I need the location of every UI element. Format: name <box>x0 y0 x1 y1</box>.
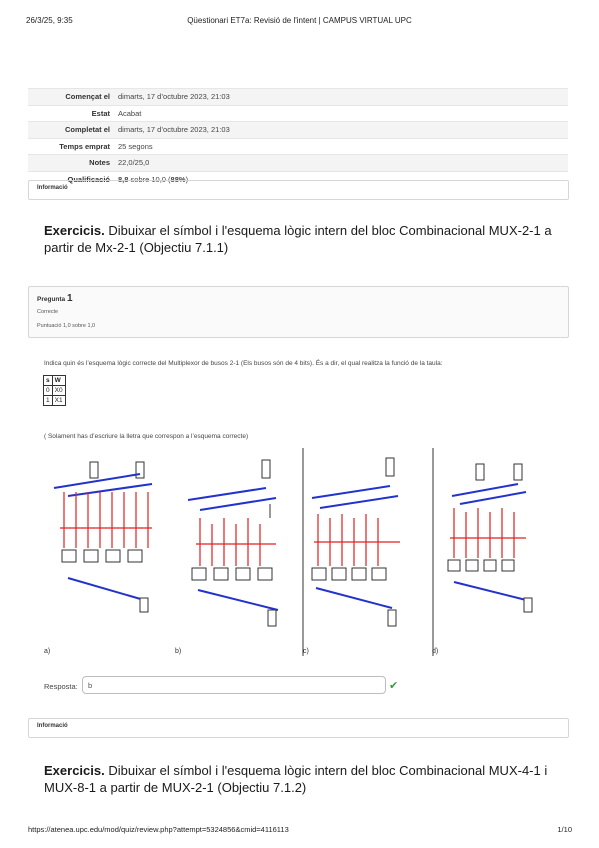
question-points: Puntuació 1,0 sobre 1,0 <box>37 323 96 329</box>
circuit-b <box>188 460 278 626</box>
summary-row-time-taken: Temps emprat 25 segons <box>28 138 568 155</box>
summary-row-started: Començat el dimarts, 17 d’octubre 2023, 21:03 <box>28 88 568 105</box>
information-box-2: Informació <box>28 718 569 738</box>
check-icon: ✔ <box>389 680 399 692</box>
truth-table: s W 0 X0 1 X1 <box>43 375 66 406</box>
answer-input[interactable] <box>82 676 386 694</box>
circuit-a <box>54 462 152 612</box>
circuit-d <box>448 464 532 612</box>
question-info-box: Pregunta 1 Correcte Puntuació 1,0 sobre 1,0 <box>28 286 569 338</box>
circuit-c <box>312 458 400 626</box>
answer-label: Resposta: <box>44 682 78 691</box>
print-datetime: 26/3/25, 9:35 <box>26 16 73 25</box>
print-page-title: Qüestionari ET7a: Revisió de l'intent | CAMPUS VIRTUAL UPC <box>187 16 412 25</box>
option-b-label: b) <box>175 648 182 655</box>
summary-row-completed: Completat el dimarts, 17 d’octubre 2023, 21:03 <box>28 121 568 138</box>
question-status: Correcte <box>37 309 59 315</box>
exercise-heading-2: Exercicis. Dibuixar el símbol i l'esquema lògic intern del bloc Combinacional MUX-4-1 i MUX-8-1 a partir de MUX-2-1 (Objectiu 7.1.2) <box>44 763 548 795</box>
circuit-diagrams <box>40 448 550 658</box>
summary-row-grade: Qualificació 8,8 sobre 10,0 (88%) <box>28 171 568 188</box>
summary-row-marks: Notes 22,0/25,0 <box>28 154 568 171</box>
option-a-label: a) <box>44 648 51 655</box>
question-note: ( Solament has d’escriure la lletra que correspon a l’esquema correcte) <box>44 433 249 440</box>
print-url: https://atenea.upc.edu/mod/quiz/review.php?attempt=5324856&cmid=4116113 <box>28 825 289 834</box>
summary-row-state: Estat Acabat <box>28 105 568 122</box>
option-d-label: d) <box>432 648 439 655</box>
attempt-summary-table <box>28 88 568 187</box>
print-page-number: 1/10 <box>557 825 572 834</box>
exercise-heading: Exercicis. Dibuixar el símbol i l'esquema lògic intern del bloc Combinacional MUX-2-1 a partir de Mx-2-1 (Objectiu 7.1.1) <box>44 223 552 255</box>
question-text: Indica quin és l’esquema lògic correcte del Multiplexor de busos 2-1 (Els busos són de 4 bits). És a dir, el qual realitza la funció de la taula: <box>44 360 443 367</box>
information-box: Informació <box>28 180 569 200</box>
option-c-label: c) <box>303 648 309 655</box>
